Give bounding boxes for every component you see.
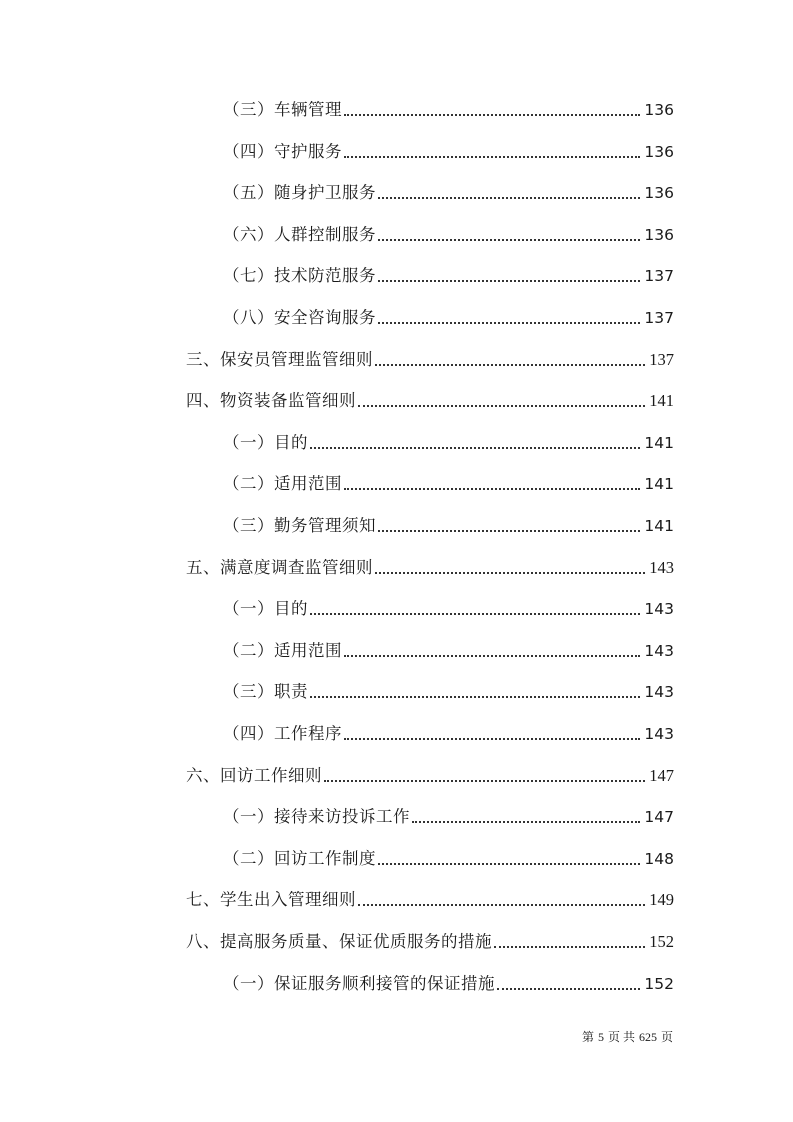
toc-entry[interactable] [186,387,674,411]
toc-leader-dots [378,863,640,865]
toc-entry-page: 148 [644,849,674,868]
toc-entry[interactable] [223,179,674,203]
toc-entry-label: （一）目的 [223,599,308,619]
footer-mid: 页 共 [607,1030,635,1044]
toc-entry-label: （五）随身护卫服务 [223,183,376,203]
toc-leader-dots [497,988,640,990]
toc-entry-label: （三）勤务管理须知 [223,516,376,535]
page-footer [0,1028,673,1045]
toc-leader-dots [375,364,645,366]
toc-entry-label: 八、提高服务质量、保证优质服务的措施 [186,932,492,951]
toc-entry[interactable] [223,470,674,494]
toc-entry[interactable] [223,678,674,702]
toc-entry-page: 143 [644,725,674,743]
toc-entry-label: 六、回访工作细则 [186,765,322,785]
toc-leader-dots [310,696,640,698]
footer-suffix: 页 [660,1030,673,1044]
toc-leader-dots [412,821,640,823]
toc-leader-dots [310,447,640,449]
toc-entry-page: 141 [649,391,674,411]
toc-entry-label: （四）工作程序 [223,724,342,743]
toc-entry-label: （一）保证服务顺利接管的保证措施 [223,973,495,993]
toc-entry-label: （三）车辆管理 [223,100,342,119]
toc-entry[interactable] [223,304,674,328]
toc-entry-page: 141 [644,517,674,535]
toc-entry-label: 三、保安员管理监管细则 [186,349,373,369]
toc-entry[interactable] [223,595,674,619]
toc-entry-page: 141 [644,475,674,494]
toc-entry-label: （一）接待来访投诉工作 [223,807,410,827]
toc-entry-label: （一）目的 [223,432,308,452]
toc-leader-dots [344,738,640,740]
toc-leader-dots [324,780,645,782]
toc-leader-dots [344,655,640,657]
toc-entry[interactable] [223,637,674,661]
toc-leader-dots [378,280,640,282]
toc-entry-label: （三）职责 [223,682,308,702]
toc-entry-page: 149 [649,890,674,910]
toc-entry-page: 136 [644,225,674,244]
toc-entry[interactable] [223,970,674,994]
toc-entry-label: （四）守护服务 [223,141,342,161]
toc-entry[interactable] [223,720,674,744]
toc-entry-page: 152 [649,932,674,951]
toc-leader-dots [378,322,640,324]
toc-leader-dots [344,114,640,116]
toc-entry[interactable] [223,512,674,536]
toc-entry-page: 137 [644,309,674,327]
toc-entry-page: 137 [649,349,674,369]
toc-entry[interactable] [223,138,674,162]
toc-entry-label: （二）适用范围 [223,640,342,660]
toc-entry-page: 143 [644,600,674,619]
toc-leader-dots [344,488,640,490]
toc-entry-page: 136 [644,184,674,203]
toc-entry-label: 四、物资装备监管细则 [186,391,356,411]
footer-total-pages: 625 [638,1030,657,1044]
toc-entry-page: 136 [644,101,674,119]
toc-leader-dots [494,946,645,948]
toc-entry-page: 143 [644,641,674,660]
toc-entry[interactable] [223,845,674,869]
toc-entry-page: 141 [644,433,674,452]
toc-entry-page: 152 [644,974,674,993]
footer-current-page: 5 [597,1030,604,1044]
toc-leader-dots [310,613,640,615]
toc-entry-page: 143 [649,557,674,577]
toc-entry-page: 147 [644,808,674,827]
toc-entry-label: （六）人群控制服务 [223,224,376,244]
toc-entry[interactable] [223,96,674,120]
toc-entry-page: 137 [644,267,674,286]
toc-entry-page: 143 [644,683,674,702]
toc-leader-dots [344,156,640,158]
toc-entry[interactable] [223,429,674,453]
toc-entry[interactable] [223,221,674,245]
footer-prefix: 第 [581,1030,594,1044]
toc-leader-dots [378,197,640,199]
toc-leader-dots [358,904,645,906]
toc-entry-label: （二）适用范围 [223,474,342,494]
toc-entry-label: （八）安全咨询服务 [223,308,376,327]
toc-entry[interactable] [186,928,674,952]
toc-entry[interactable] [186,554,674,578]
toc-leader-dots [378,530,640,532]
toc-entry-page: 136 [644,142,674,161]
toc-entry-label: （七）技术防范服务 [223,266,376,286]
toc-entry-label: 七、学生出入管理细则 [186,890,356,910]
toc-leader-dots [358,405,645,407]
toc-entry[interactable] [186,886,674,910]
toc-entry-label: （二）回访工作制度 [223,848,376,868]
toc-leader-dots [378,239,640,241]
toc-entry[interactable] [186,346,674,370]
toc-entry-page: 147 [649,765,674,785]
toc-entry-label: 五、满意度调查监管细则 [186,557,373,577]
toc-entry[interactable] [223,262,674,286]
toc-leader-dots [375,572,645,574]
toc-entry[interactable] [223,803,674,827]
toc-entry[interactable] [186,762,674,786]
